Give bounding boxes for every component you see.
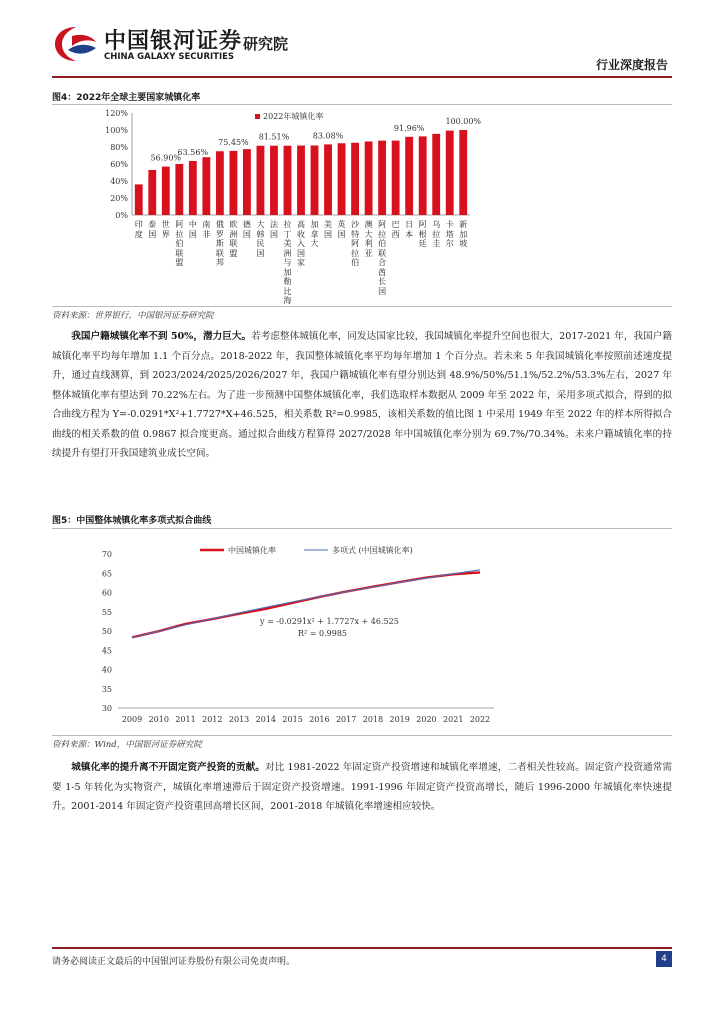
x-tick-label: 2012 bbox=[202, 715, 223, 724]
x-category-label: 卡塔尔 bbox=[445, 220, 454, 248]
x-tick-label: 2022 bbox=[469, 715, 491, 724]
series-line-actual bbox=[132, 572, 480, 637]
x-category-label: 英国 bbox=[337, 220, 346, 239]
figure4-title: 图4：2022年全球主要国家城镇化率 bbox=[52, 93, 201, 103]
x-category-label: 沙特阿拉伯 bbox=[351, 220, 360, 267]
figure4-source: 资料来源：世界银行，中国银河证券研究院 bbox=[52, 311, 214, 321]
paragraph-fixed-asset-investment bbox=[52, 758, 672, 817]
y-tick-label: 100% bbox=[105, 126, 128, 135]
bar-新加坡 bbox=[459, 130, 467, 215]
bar-沙特阿拉伯 bbox=[351, 143, 359, 215]
bar-data-label: 63.56% bbox=[177, 147, 209, 157]
page-number: 4 bbox=[656, 951, 672, 967]
bar-加拿大 bbox=[311, 145, 319, 215]
footer-rule bbox=[52, 947, 672, 949]
figure5-bottom-rule bbox=[52, 735, 672, 736]
bar-高收入国家 bbox=[297, 146, 305, 215]
x-category-label: 俄罗斯联邦 bbox=[215, 220, 224, 267]
bar-德国 bbox=[243, 149, 251, 215]
bar-data-label: 91.96% bbox=[393, 123, 425, 133]
x-category-label: 新加坡 bbox=[459, 220, 468, 248]
x-category-label: 日本 bbox=[405, 220, 414, 239]
x-tick-label: 2009 bbox=[121, 715, 143, 724]
x-category-label: 加拿大 bbox=[310, 220, 319, 248]
bar-data-label: 100.00% bbox=[445, 117, 482, 126]
paragraph1-lead: 我国户籍城镇化率不到 50%，潜力巨大。 bbox=[71, 331, 252, 342]
x-category-label: 欧洲联盟 bbox=[229, 220, 238, 258]
series-line-polynomial-fit bbox=[132, 570, 480, 638]
y-tick-label: 50 bbox=[101, 627, 112, 636]
y-tick-label: 80% bbox=[110, 143, 128, 152]
bar-阿根廷 bbox=[419, 136, 427, 215]
x-category-label: 阿拉伯联合酋长国 bbox=[378, 220, 387, 296]
bar-乌拉圭 bbox=[432, 134, 440, 215]
x-tick-label: 2013 bbox=[228, 715, 250, 724]
bar-中国 bbox=[189, 161, 197, 215]
x-category-label: 阿拉伯联盟 bbox=[175, 220, 184, 267]
x-tick-label: 2014 bbox=[255, 715, 277, 724]
bar-印度 bbox=[135, 184, 143, 215]
x-category-label: 乌拉圭 bbox=[432, 220, 441, 248]
y-tick-label: 40% bbox=[110, 177, 128, 186]
bar-美国 bbox=[324, 144, 332, 215]
x-category-label: 美国 bbox=[324, 220, 333, 239]
legend-swatch bbox=[255, 114, 260, 119]
y-tick-label: 30 bbox=[101, 704, 112, 713]
legend-label: 中国城镇化率 bbox=[228, 546, 276, 555]
paragraph2-lead: 城镇化率的提升离不开固定资产投资的贡献。 bbox=[71, 762, 265, 773]
x-category-label: 巴西 bbox=[391, 220, 400, 239]
x-category-label: 南非 bbox=[202, 220, 211, 239]
y-tick-label: 60 bbox=[101, 588, 112, 598]
x-category-label: 高收入国家 bbox=[297, 220, 305, 267]
y-tick-label: 60% bbox=[110, 160, 128, 169]
x-category-label: 泰国 bbox=[148, 220, 157, 239]
company-name-en: CHINA GALAXY SECURITIES bbox=[104, 52, 235, 62]
figure5-title: 图5：中国整体城镇化率多项式拟合曲线 bbox=[52, 516, 212, 526]
institute-name: 研究院 bbox=[243, 35, 289, 53]
fit-equation: y = -0.0291x² + 1.7727x + 46.525 bbox=[260, 617, 399, 626]
figure5-source: 资料来源：Wind，中国银河证券研究院 bbox=[52, 740, 202, 750]
paragraph2-body: 对比 1981-2022 年固定资产投资增速和城镇化率增速，二者相关性较高。固定资产投资通常需要 1-5 年转化为实物资产，城镇化率增速滞后于固定资产投资增速。1991-1996 年固定资产投资高增长，随后 1996-2000 年城镇化率快速提升。2001-2014 年固定资产投资重回高增长区间，2001-2018 年城镇化率增速相应较快。 bbox=[52, 762, 672, 812]
fit-r-squared: R² = 0.9985 bbox=[298, 629, 348, 638]
x-category-label: 中国 bbox=[188, 220, 197, 239]
y-tick-label: 40 bbox=[101, 665, 112, 675]
polynomial-fit-line-chart bbox=[52, 530, 672, 730]
y-tick-label: 70 bbox=[101, 550, 112, 559]
x-category-label: 大韩民国 bbox=[256, 220, 265, 258]
bar-data-label: 83.08% bbox=[312, 131, 344, 141]
x-tick-label: 2018 bbox=[362, 715, 384, 724]
x-tick-label: 2011 bbox=[175, 715, 196, 724]
x-tick-label: 2017 bbox=[335, 715, 357, 724]
y-tick-label: 20% bbox=[110, 194, 128, 203]
legend-label: 多项式 (中国城镇化率) bbox=[332, 546, 413, 555]
y-tick-label: 45 bbox=[101, 646, 112, 656]
bar-法国 bbox=[270, 146, 278, 215]
y-tick-label: 65 bbox=[101, 569, 112, 579]
bar-澳大利亚 bbox=[365, 141, 373, 215]
bar-阿拉伯联盟 bbox=[175, 164, 183, 215]
urbanization-bar-chart bbox=[52, 105, 672, 305]
report-type: 行业深度报告 bbox=[596, 58, 669, 72]
bar-英国 bbox=[338, 143, 346, 215]
x-category-label: 法国 bbox=[269, 220, 278, 239]
bar-卡塔尔 bbox=[446, 131, 454, 215]
bar-俄罗斯联邦 bbox=[216, 151, 224, 215]
x-tick-label: 2020 bbox=[416, 715, 437, 724]
paragraph-urbanization-potential bbox=[52, 327, 672, 464]
x-category-label: 拉丁美洲与加勒比海 bbox=[283, 220, 292, 305]
footer-disclaimer: 请务必阅读正文最后的中国银河证券股份有限公司免责声明。 bbox=[52, 957, 296, 967]
header-rule bbox=[52, 76, 672, 78]
x-tick-label: 2021 bbox=[443, 715, 464, 724]
company-name-cn: 中国银河证券 bbox=[104, 29, 243, 54]
figure4-bottom-rule bbox=[52, 306, 672, 307]
x-tick-label: 2019 bbox=[389, 715, 410, 724]
bar-欧洲联盟 bbox=[229, 151, 237, 215]
bar-data-label: 75.45% bbox=[218, 137, 249, 147]
x-category-label: 世界 bbox=[161, 220, 170, 239]
bar-南非 bbox=[202, 157, 210, 215]
y-tick-label: 35 bbox=[101, 684, 112, 694]
x-category-label: 德国 bbox=[242, 220, 251, 239]
bar-泰国 bbox=[148, 170, 156, 215]
bar-阿拉伯联合酋长国 bbox=[378, 141, 386, 215]
y-tick-label: 0% bbox=[115, 211, 128, 220]
y-tick-label: 120% bbox=[105, 109, 128, 118]
galaxy-logo-icon bbox=[52, 24, 100, 64]
x-tick-label: 2016 bbox=[309, 715, 330, 724]
x-category-label: 澳大利亚 bbox=[364, 220, 373, 258]
company-logo bbox=[52, 24, 100, 64]
x-category-label: 阿根廷 bbox=[418, 220, 427, 248]
bar-日本 bbox=[405, 137, 413, 215]
y-tick-label: 55 bbox=[101, 607, 112, 617]
x-tick-label: 2010 bbox=[148, 715, 169, 724]
x-tick-label: 2015 bbox=[282, 715, 303, 724]
bar-大韩民国 bbox=[257, 146, 265, 215]
bar-data-label: 56.90% bbox=[150, 153, 182, 163]
legend-label: 2022年城镇化率 bbox=[263, 112, 324, 121]
x-category-label: 印度 bbox=[134, 220, 143, 239]
bar-巴西 bbox=[392, 141, 400, 215]
bar-data-label: 81.51% bbox=[258, 132, 290, 142]
bar-拉丁美洲与加勒比海 bbox=[284, 146, 292, 215]
bar-世界 bbox=[162, 167, 170, 215]
paragraph1-body: 若考虑整体城镇化率，同发达国家比较，我国城镇化率提升空间也很大，2017-2021 年，我国户籍城镇化率平均每年增加 1.1 个百分点。2018-2022 年，我国整体城镇化率平均每年增加 1 个百分点。若未来 5 年我国城镇化率按照前述速度提升，通过直线测算，到 2023/2024/2025/2026/2027 年，我国户籍城镇化率有望分别达到 48.9%/50%/51.1%/52.2%/53.3%左右，2027 年整体城镇化率有望达到 70.22%左右。为了进一步预测中国整体城镇化率，我们选取样本数据从 2009 年至 2022 年，采用多项式拟合，得到的拟合曲线方程为 Y=-0.0291*X²+1.7727*X+46.525，相关系数 R²=0.9985，该相关系数的值比图 1 中采用 1949 年至 2022 年的样本所得拟合曲线的相关系数的值 0.9867 拟合度更高。通过拟合曲线方程算得 2027/2028 年中国城镇化率分别为 69.7%/70.34%。未来户籍城镇化率的持续提升有望打开我国建筑业成长空间。 bbox=[52, 331, 672, 459]
figure5-top-rule bbox=[52, 528, 672, 529]
